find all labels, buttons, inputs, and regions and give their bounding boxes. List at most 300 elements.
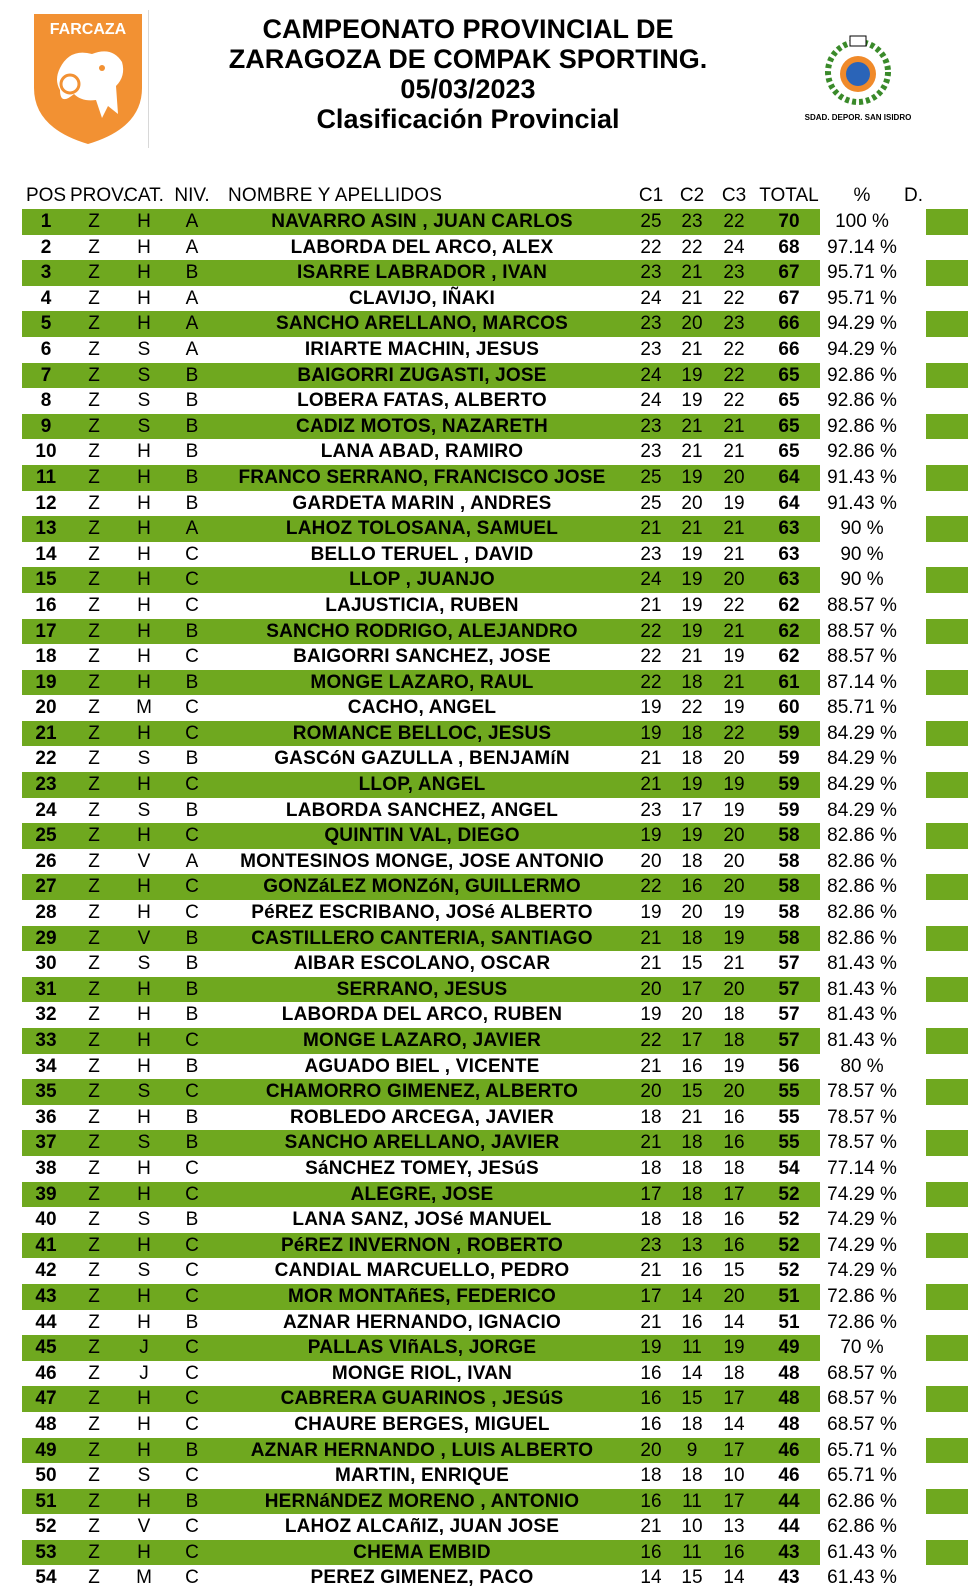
cell-c3: 19	[723, 646, 745, 668]
cell-pos: 26	[35, 850, 57, 872]
cell-c2: 19	[681, 825, 703, 847]
cell-cat: H	[137, 1439, 151, 1461]
cell-d	[904, 644, 926, 670]
table-row	[22, 746, 968, 772]
table-row	[22, 1028, 968, 1054]
cell-c1: 21	[640, 518, 662, 540]
cell-pct: 95.71 %	[820, 260, 904, 286]
cell-c2: 14	[681, 1362, 703, 1384]
cell-total: 68	[778, 236, 800, 258]
cell-prov: Z	[88, 902, 100, 924]
cell-c1: 25	[640, 466, 662, 488]
table-header-row	[22, 183, 968, 209]
table-row	[22, 849, 968, 875]
cell-name: LAHOZ TOLOSANA, SAMUEL	[285, 518, 559, 540]
cell-pct: 78.57 %	[820, 1079, 904, 1105]
cell-d	[904, 1565, 926, 1591]
cell-c1: 23	[640, 441, 662, 463]
cell-niv: C	[185, 876, 199, 898]
cell-pct: 61.43 %	[827, 1567, 897, 1589]
cell-pos: 32	[35, 1004, 57, 1026]
table-row	[22, 874, 968, 900]
cell-pos: 45	[35, 1337, 57, 1359]
cell-name: CADIZ MOTOS, NAZARETH	[296, 415, 548, 437]
cell-c2: 22	[681, 697, 703, 719]
cell-niv: B	[185, 748, 199, 770]
cell-c2: 23	[681, 211, 703, 232]
col-header-d: D.	[904, 185, 923, 206]
cell-pct: 72.86 %	[827, 1311, 897, 1333]
cell-total: 44	[778, 1516, 800, 1538]
cell-cat: H	[137, 646, 151, 668]
cell-c3: 17	[723, 1388, 745, 1410]
cell-c1: 14	[640, 1567, 662, 1589]
cell-name: CASTILLERO CANTERIA, SANTIAGO	[251, 927, 593, 949]
cell-c3: 20	[723, 466, 745, 488]
cell-total: 61	[778, 671, 800, 693]
cell-c3: 22	[723, 287, 745, 309]
cell-d	[904, 1105, 926, 1131]
cell-total: 57	[778, 978, 800, 1000]
cell-pct: 84.29 %	[820, 772, 904, 798]
cell-niv: C	[185, 646, 199, 668]
cell-prov: Z	[88, 1183, 100, 1205]
cell-cat: H	[137, 620, 151, 642]
cell-name: AIBAR ESCOLANO, OSCAR	[293, 953, 551, 975]
cell-c2: 22	[681, 236, 703, 258]
cell-pct: 90 %	[820, 567, 904, 593]
cell-name: MARTIN, ENRIQUE	[335, 1465, 509, 1487]
table-row	[22, 593, 968, 619]
cell-c2: 18	[681, 1209, 703, 1231]
cell-name: SERRANO, JESUS	[336, 978, 508, 1000]
cell-pct: 85.71 %	[827, 697, 897, 719]
cell-niv: A	[185, 287, 199, 309]
cell-pct: 82.86 %	[820, 874, 904, 900]
cell-c3: 19	[723, 774, 745, 796]
cell-c2: 11	[682, 1337, 702, 1359]
cell-prov: Z	[88, 287, 100, 309]
cell-c2: 19	[681, 543, 703, 565]
cell-c2: 19	[681, 466, 703, 488]
cell-c3: 18	[723, 1004, 745, 1026]
cell-name: CANDIAL MARCUELLO, PEDRO	[274, 1260, 570, 1282]
cell-pos: 23	[35, 774, 57, 796]
cell-c2: 20	[681, 1004, 703, 1026]
cell-pos: 5	[40, 313, 52, 335]
cell-prov: Z	[88, 1439, 100, 1461]
cell-c1: 20	[640, 1081, 662, 1103]
cell-d	[904, 977, 926, 1003]
cell-niv: B	[185, 671, 199, 693]
cell-cat: H	[137, 722, 151, 744]
cell-c2: 21	[681, 441, 703, 463]
table-row	[22, 1514, 968, 1540]
cell-name: FRANCO SERRANO, FRANCISCO JOSE	[238, 466, 606, 488]
cell-c3: 17	[723, 1183, 745, 1205]
cell-total: 59	[778, 799, 800, 821]
table-row	[22, 465, 968, 491]
table-row	[22, 670, 968, 696]
cell-c1: 18	[640, 1465, 662, 1487]
cell-niv: A	[185, 236, 199, 258]
cell-niv: A	[185, 850, 199, 872]
cell-prov: Z	[88, 492, 100, 514]
cell-d	[904, 874, 926, 900]
cell-c2: 18	[681, 722, 703, 744]
cell-cat: H	[137, 441, 151, 463]
cell-c1: 24	[640, 287, 662, 309]
table-body	[22, 209, 968, 1591]
cell-c3: 14	[723, 1311, 745, 1333]
cell-d	[904, 1156, 926, 1182]
cell-cat: S	[137, 338, 151, 360]
cell-d	[904, 414, 926, 440]
cell-pos: 39	[35, 1183, 57, 1205]
cell-c1: 16	[640, 1362, 662, 1384]
cell-c2: 18	[681, 1413, 703, 1435]
cell-prov: Z	[88, 671, 100, 693]
cell-total: 48	[778, 1362, 800, 1384]
cell-c1: 23	[640, 543, 662, 565]
cell-name: BAIGORRI ZUGASTI, JOSE	[297, 364, 547, 386]
table-row	[22, 1489, 968, 1515]
cell-prov: Z	[88, 646, 100, 668]
cell-pos: 43	[35, 1285, 57, 1307]
cell-pct: 61.43 %	[820, 1540, 904, 1566]
cell-d	[904, 286, 926, 312]
cell-prov: Z	[88, 876, 100, 898]
cell-name: LAJUSTICIA, RUBEN	[325, 594, 519, 616]
cell-name: LANA ABAD, RAMIRO	[320, 441, 524, 463]
page-title	[150, 14, 786, 134]
cell-prov: Z	[88, 1337, 100, 1359]
col-header-c3: C3	[721, 185, 747, 206]
cell-cat: H	[137, 1311, 151, 1333]
cell-c1: 21	[640, 1132, 662, 1154]
cell-niv: C	[185, 1541, 199, 1563]
cell-total: 43	[778, 1541, 800, 1563]
col-header-c2: C2	[679, 185, 705, 206]
cell-pct: 95.71 %	[827, 287, 897, 309]
cell-cat: H	[137, 978, 151, 1000]
cell-niv: A	[185, 313, 199, 335]
cell-niv: C	[185, 1234, 199, 1256]
cell-cat: H	[137, 774, 151, 796]
cell-c3: 16	[723, 1209, 745, 1231]
cell-total: 64	[778, 466, 800, 488]
cell-pct: 92.86 %	[820, 363, 904, 389]
cell-cat: J	[139, 1337, 149, 1359]
cell-c1: 23	[640, 262, 662, 284]
cell-pos: 44	[35, 1311, 57, 1333]
cell-c3: 14	[723, 1413, 745, 1435]
cell-niv: C	[185, 1285, 199, 1307]
cell-c3: 18	[723, 1157, 745, 1179]
cell-c2: 18	[681, 927, 703, 949]
cell-total: 62	[778, 620, 800, 642]
cell-pct: 84.29 %	[827, 799, 897, 821]
cell-prov: Z	[88, 1413, 100, 1435]
cell-c2: 20	[681, 492, 703, 514]
cell-cat: H	[137, 211, 151, 232]
cell-prov: Z	[88, 825, 100, 847]
table-row	[22, 439, 968, 465]
cell-name: LANA SANZ, JOSé MANUEL	[292, 1209, 552, 1231]
cell-pct: 82.86 %	[827, 902, 897, 924]
cell-name: AGUADO BIEL , VICENTE	[304, 1055, 540, 1077]
cell-c2: 16	[681, 1311, 703, 1333]
cell-c2: 11	[682, 1490, 702, 1512]
cell-pct: 92.86 %	[820, 414, 904, 440]
cell-pos: 3	[40, 262, 52, 284]
cell-prov: Z	[88, 799, 100, 821]
cell-pos: 21	[35, 722, 57, 744]
cell-prov: Z	[88, 722, 100, 744]
cell-total: 57	[778, 1030, 800, 1051]
cell-pos: 33	[35, 1030, 57, 1051]
cell-pct: 84.29 %	[827, 748, 897, 770]
cell-total: 44	[778, 1490, 800, 1512]
cell-name: SáNCHEZ TOMEY, JESúS	[305, 1157, 539, 1179]
cell-c1: 18	[640, 1157, 662, 1179]
cell-c3: 16	[723, 1234, 745, 1256]
cell-c1: 21	[640, 748, 662, 770]
cell-pct: 81.43 %	[827, 1004, 897, 1026]
cell-cat: H	[137, 287, 151, 309]
cell-niv: B	[185, 1055, 199, 1077]
cell-d	[904, 695, 926, 721]
cell-pos: 31	[35, 978, 57, 1000]
cell-d	[904, 746, 926, 772]
cell-pos: 28	[35, 902, 57, 924]
cell-pos: 27	[35, 876, 57, 898]
cell-name: AZNAR HERNANDO, IGNACIO	[283, 1311, 561, 1333]
cell-cat: H	[137, 466, 151, 488]
cell-prov: Z	[88, 1055, 100, 1077]
table-row	[22, 388, 968, 414]
cell-prov: Z	[88, 1030, 100, 1051]
cell-pos: 13	[35, 518, 57, 540]
table-row	[22, 1207, 968, 1233]
cell-prov: Z	[88, 1567, 100, 1589]
cell-pct: 94.29 %	[827, 338, 897, 360]
cell-pct: 62.86 %	[820, 1489, 904, 1515]
cell-c2: 16	[681, 876, 703, 898]
cell-prov: Z	[88, 262, 100, 284]
cell-total: 65	[778, 415, 800, 437]
table-row	[22, 695, 968, 721]
cell-cat: H	[137, 262, 151, 284]
cell-d	[904, 1233, 926, 1259]
cell-c2: 18	[681, 1132, 703, 1154]
cell-c3: 22	[723, 364, 745, 386]
cell-prov: Z	[88, 518, 100, 540]
cell-niv: B	[185, 799, 199, 821]
cell-pos: 37	[35, 1132, 57, 1154]
table-row	[22, 1335, 968, 1361]
cell-c2: 9	[686, 1439, 698, 1461]
cell-pos: 8	[40, 390, 52, 412]
cell-pos: 49	[35, 1439, 57, 1461]
cell-pct: 88.57 %	[827, 594, 897, 616]
cell-prov: Z	[88, 697, 100, 719]
cell-total: 62	[778, 646, 800, 668]
cell-total: 46	[778, 1465, 800, 1487]
cell-niv: A	[185, 518, 199, 540]
cell-c1: 18	[640, 1209, 662, 1231]
cell-c1: 21	[640, 1311, 662, 1333]
cell-c3: 19	[723, 492, 745, 514]
cell-cat: V	[137, 1516, 151, 1538]
cell-c1: 17	[640, 1285, 662, 1307]
col-header-cat: CAT.	[124, 185, 164, 206]
cell-pos: 42	[35, 1260, 57, 1282]
cell-pos: 19	[35, 671, 57, 693]
cell-pct: 94.29 %	[820, 311, 904, 337]
cell-pos: 6	[40, 338, 52, 360]
cell-prov: Z	[88, 364, 100, 386]
cell-pct: 77.14 %	[827, 1157, 897, 1179]
cell-d	[904, 593, 926, 619]
table-row	[22, 1054, 968, 1080]
cell-name: CLAVIJO, IÑAKI	[348, 287, 495, 309]
cell-pos: 54	[35, 1567, 57, 1589]
cell-total: 52	[778, 1183, 800, 1205]
cell-pos: 41	[35, 1234, 57, 1256]
cell-pos: 53	[35, 1541, 57, 1563]
cell-prov: Z	[88, 1516, 100, 1538]
cell-pct: 78.57 %	[827, 1106, 897, 1128]
cell-total: 67	[778, 287, 800, 309]
cell-c1: 19	[640, 902, 662, 924]
cell-name: MONTESINOS MONGE, JOSE ANTONIO	[240, 850, 604, 872]
cell-name: ISARRE LABRADOR , IVAN	[297, 262, 547, 284]
cell-pos: 47	[35, 1388, 57, 1410]
table-row	[22, 977, 968, 1003]
cell-name: MONGE LAZARO, RAUL	[310, 671, 534, 693]
cell-prov: Z	[88, 1362, 100, 1384]
cell-c2: 19	[681, 364, 703, 386]
cell-niv: B	[185, 415, 199, 437]
cell-total: 58	[778, 927, 800, 949]
cell-niv: C	[185, 1567, 199, 1589]
cell-total: 59	[778, 748, 800, 770]
cell-pct: 81.43 %	[820, 1028, 904, 1054]
cell-d	[904, 772, 926, 798]
cell-total: 43	[778, 1567, 800, 1589]
cell-cat: H	[137, 1234, 151, 1256]
cell-c2: 20	[681, 902, 703, 924]
cell-cat: S	[137, 748, 151, 770]
cell-niv: B	[185, 466, 199, 488]
table-row	[22, 644, 968, 670]
cell-niv: C	[185, 594, 199, 616]
cell-prov: Z	[88, 1465, 100, 1487]
cell-c2: 21	[681, 646, 703, 668]
cell-pct: 82.86 %	[827, 850, 897, 872]
cell-c2: 17	[681, 799, 703, 821]
cell-niv: B	[185, 1209, 199, 1231]
cell-cat: H	[137, 1055, 151, 1077]
cell-c2: 21	[681, 518, 703, 540]
cell-c1: 22	[640, 1030, 662, 1051]
cell-pos: 1	[40, 211, 52, 232]
cell-cat: H	[137, 313, 151, 335]
cell-name: CACHO, ANGEL	[347, 697, 497, 719]
col-header-c1: C1	[638, 185, 664, 206]
table-row	[22, 311, 968, 337]
cell-c3: 17	[723, 1490, 745, 1512]
cell-cat: H	[137, 825, 151, 847]
cell-d	[904, 951, 926, 977]
cell-c1: 22	[640, 646, 662, 668]
cell-pct: 87.14 %	[820, 670, 904, 696]
cell-total: 56	[778, 1055, 800, 1077]
cell-d	[904, 1489, 926, 1515]
cell-prov: Z	[88, 1157, 100, 1179]
cell-prov: Z	[88, 1234, 100, 1256]
cell-pct: 82.86 %	[820, 823, 904, 849]
cell-total: 52	[778, 1260, 800, 1282]
cell-pct: 92.86 %	[827, 390, 897, 412]
cell-total: 58	[778, 850, 800, 872]
cell-d	[904, 337, 926, 363]
cell-niv: C	[185, 1030, 199, 1051]
cell-total: 58	[778, 825, 800, 847]
cell-total: 46	[778, 1439, 800, 1461]
cell-pct: 74.29 %	[820, 1233, 904, 1259]
cell-niv: C	[185, 1183, 199, 1205]
cell-cat: S	[137, 1209, 151, 1231]
cell-pct: 68.57 %	[820, 1386, 904, 1412]
cell-c2: 18	[681, 1183, 703, 1205]
cell-name: LABORDA DEL ARCO, ALEX	[290, 236, 554, 258]
cell-c3: 19	[723, 927, 745, 949]
cell-name: NAVARRO ASIN , JUAN CARLOS	[271, 211, 573, 232]
cell-prov: Z	[88, 1209, 100, 1231]
cell-c1: 22	[640, 236, 662, 258]
classification-table	[22, 183, 968, 1591]
cell-pct: 92.86 %	[827, 441, 897, 463]
cell-niv: A	[185, 211, 199, 232]
cell-d	[904, 235, 926, 261]
cell-total: 64	[778, 492, 800, 514]
cell-name: SANCHO ARELLANO, JAVIER	[284, 1132, 560, 1154]
cell-total: 49	[778, 1337, 800, 1359]
cell-d	[904, 1412, 926, 1438]
cell-c1: 24	[640, 390, 662, 412]
cell-name: CHEMA EMBID	[353, 1541, 491, 1563]
cell-c1: 18	[640, 1106, 662, 1128]
cell-pos: 9	[40, 415, 52, 437]
cell-c1: 20	[640, 1439, 662, 1461]
cell-name: PéREZ ESCRIBANO, JOSé ALBERTO	[251, 902, 593, 924]
cell-niv: C	[185, 1081, 199, 1103]
cell-pct: 91.43 %	[827, 492, 897, 514]
table-row	[22, 209, 968, 235]
cell-d	[904, 721, 926, 747]
cell-pct: 91.43 %	[820, 465, 904, 491]
cell-prov: Z	[88, 211, 100, 232]
cell-pos: 34	[35, 1055, 57, 1077]
cell-cat: S	[137, 390, 151, 412]
table-row	[22, 1540, 968, 1566]
cell-pct: 62.86 %	[827, 1516, 897, 1538]
cell-pct: 68.57 %	[827, 1362, 897, 1384]
cell-c3: 15	[723, 1260, 745, 1282]
cell-niv: C	[185, 902, 199, 924]
